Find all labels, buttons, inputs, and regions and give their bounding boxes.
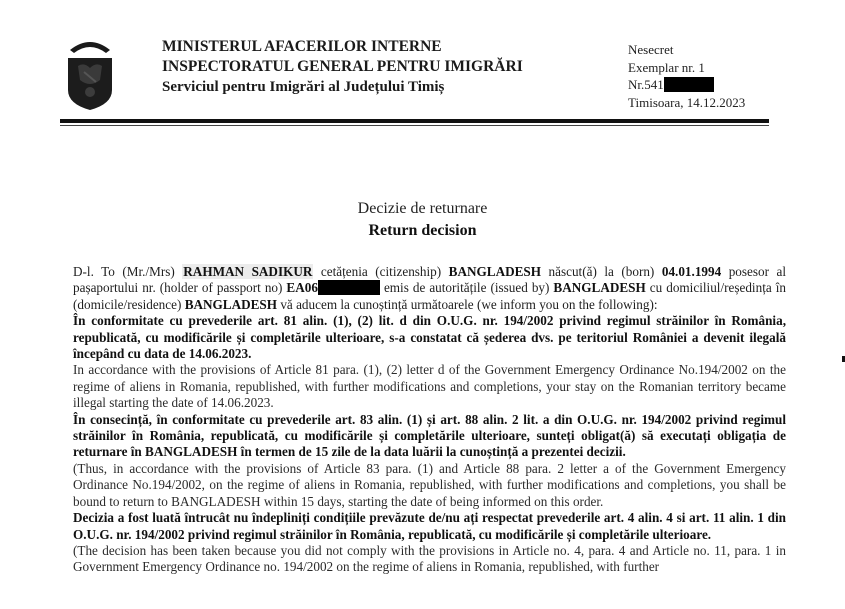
- ministry-name: MINISTERUL AFACERILOR INTERNE: [162, 38, 442, 55]
- birth-date: 04.01.1994: [661, 264, 722, 279]
- redaction-block: [318, 280, 380, 295]
- intro-text: vă aducem la cunoștință următoarele (we inform you on the following):: [277, 296, 658, 312]
- paragraph-3-romanian: [73, 510, 786, 543]
- paragraph-1-romanian: [73, 313, 786, 362]
- intro-text: cetățenia (citizenship): [313, 264, 449, 279]
- intro-text: născut(ă) la (born): [541, 264, 662, 279]
- romanian-coat-of-arms-icon: [64, 36, 116, 110]
- intro-text: posesor al pașaportului nr. (holder of passport no): [73, 264, 787, 296]
- service-name: Serviciul pentru Imigrări al Județului Timiș: [162, 79, 445, 95]
- issuer-value: BANGLADESH: [553, 280, 646, 296]
- intro-text: cu domiciliul/reședința în (domicile/residence): [73, 280, 786, 312]
- passport-number: EA06: [286, 280, 318, 296]
- paragraph-2-romanian: [73, 412, 786, 461]
- decision-body: [73, 264, 786, 576]
- copy-number: Exemplar nr. 1: [628, 59, 705, 75]
- paragraph-2-english: (Thus, in accordance with the provisions of Article 83 para. (1) and Article 88 para. 2 letter a of the Government Emergency Ordinance No.194/2002, on the regime of aliens in Romania, republished, with further modifications and completions, you shall be bound to return to BANGLADESH within 15 days, starting the date of being informed on this order.: [73, 460, 786, 509]
- person-name: RAHMAN SADIKUR: [183, 264, 313, 279]
- registration-number-prefix: Nr.541: [628, 77, 664, 92]
- title-romanian: Decizie de returnare: [357, 200, 488, 217]
- intro-text: emis de autoritățile (issued by): [379, 280, 554, 296]
- header-divider-thin: [60, 125, 769, 126]
- document-meta: [628, 41, 745, 111]
- institution-heading: [162, 37, 523, 97]
- paragraph-text: Decizia a fost luată întrucât nu îndepliniți condițiile prevăzute de/nu ați respectat prevederile art. 4 alin. 4 si art. 11 alin. 1 din O.U.G. nr. 194/2002 privind regimul străinilor în România, republicată, cu modificările și completările ulterioare.: [73, 510, 786, 542]
- residence-value: BANGLADESH: [184, 296, 278, 312]
- paragraph-text: În conformitate cu prevederile art. 81 alin. (1), (2) lit. d din O.U.G. nr. 194/2002 privind regimul străinilor în România, republicată, cu modificările și completările ulterioare, s-a constatat că șederea dvs. pe teritoriul României a devenit ilegală începând cu data de 14.06.2023.: [73, 313, 786, 362]
- inspectorate-name: INSPECTORATUL GENERAL PENTRU IMIGRĂRI: [162, 58, 523, 75]
- title-english: Return decision: [368, 222, 477, 239]
- paragraph-text: În consecință, în conformitate cu prevederile art. 83 alin. (1) și art. 88 alin. 2 lit. a din O.U.G. nr. 194/2002 privind regimul străinilor în România, republicată, cu modificările și completările ulterioare, sunteți obligat(ă) să executați obligația de returnare în BANGLADESH în termen de 15 zile de la data luării la cunoștință a prezentei decizii.: [73, 411, 786, 460]
- header-divider: [60, 119, 769, 123]
- intro-paragraph: [73, 264, 786, 313]
- registration-number: [628, 76, 745, 94]
- redaction-block: [664, 77, 714, 92]
- classification-label: Nesecret: [628, 42, 674, 57]
- citizenship-value: BANGLADESH: [448, 264, 542, 279]
- place-and-date: Timisoara, 14.12.2023: [628, 94, 746, 110]
- intro-text: D-l. To (Mr./Mrs): [73, 264, 183, 279]
- paragraph-1-english: In accordance with the provisions of Article 81 para. (1), (2) letter d of the Government Emergency Ordinance No.194/2002 on the regime of aliens in Romania, republished, with further modifications and completions, your stay on the Romanian territory became illegal starting the date of 14.06.2023.: [73, 362, 786, 411]
- paragraph-3-english: (The decision has been taken because you did not comply with the provisions in Article no. 4, para. 4 and Article no. 11, para. 1 in Government Emergency Ordinance no. 194/2002 on the regime of aliens in Romania, republished, with further: [73, 542, 786, 575]
